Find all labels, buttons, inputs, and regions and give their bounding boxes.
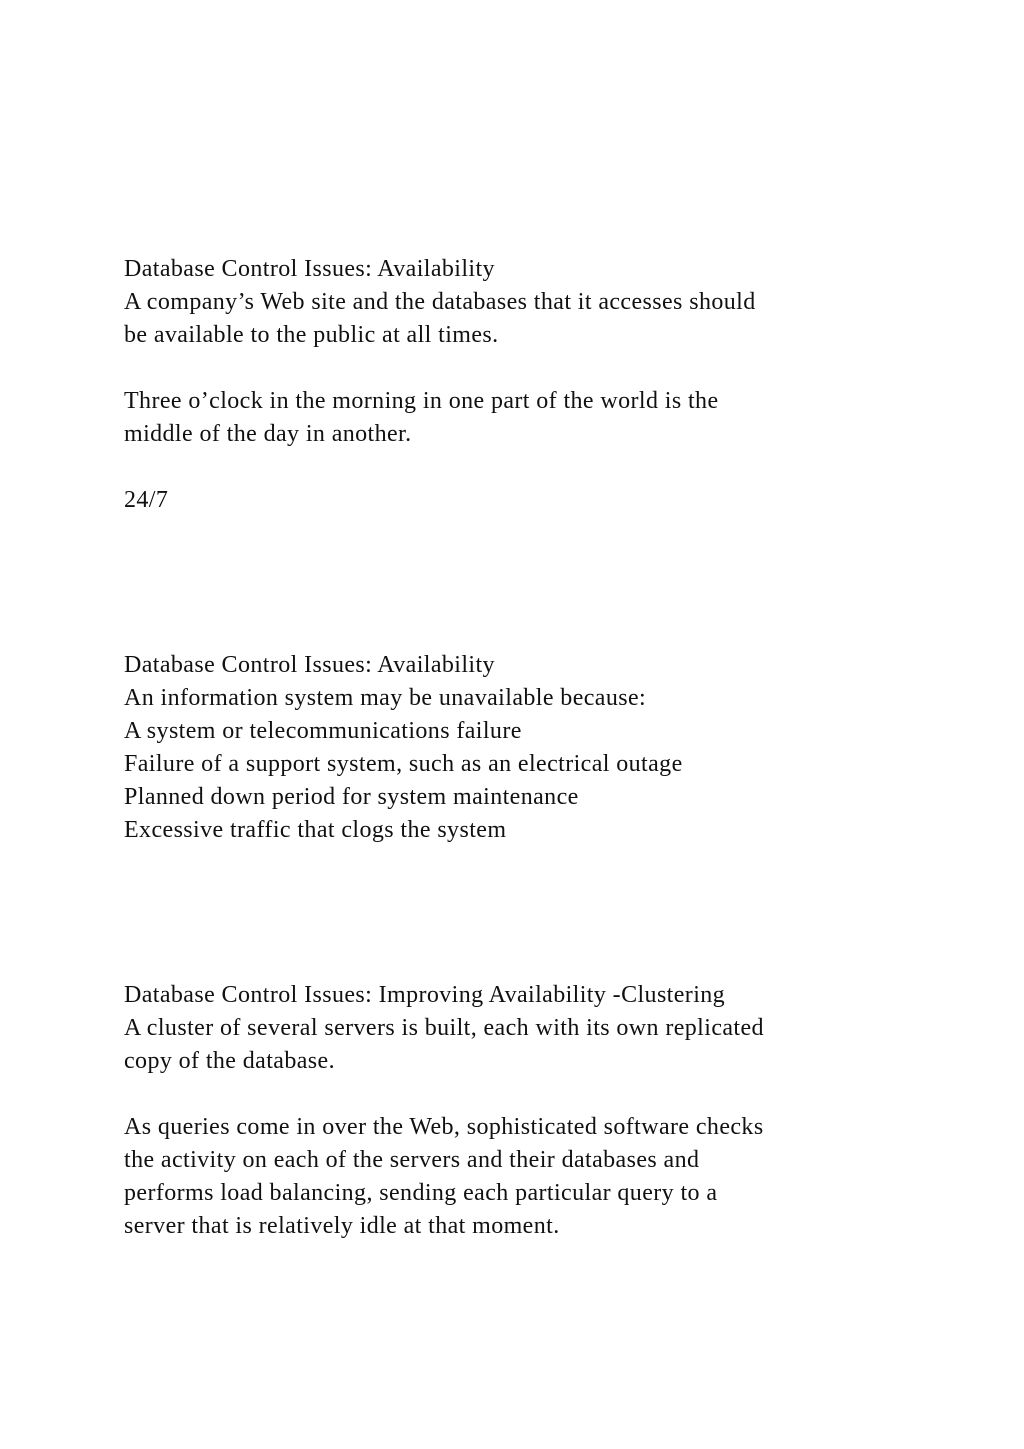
section-clustering <box>124 979 924 1243</box>
section-heading: Database Control Issues: Improving Availability -Clustering <box>124 982 726 1008</box>
body-line: A company’s Web site and the databases that it accesses should <box>124 289 756 315</box>
body-line: server that is relatively idle at that moment. <box>124 1213 560 1239</box>
section-availability <box>124 253 924 517</box>
section-availability-causes <box>124 649 924 847</box>
list-item: Excessive traffic that clogs the system <box>124 817 507 843</box>
list-item: Planned down period for system maintenance <box>124 784 579 810</box>
body-line: An information system may be unavailable because: <box>124 685 647 711</box>
document-body <box>124 253 924 1243</box>
body-line: A cluster of several servers is built, each with its own replicated <box>124 1015 764 1041</box>
list-item: A system or telecommunications failure <box>124 718 522 744</box>
body-line: As queries come in over the Web, sophisticated software checks <box>124 1114 764 1140</box>
body-line: be available to the public at all times. <box>124 322 499 348</box>
blank-line <box>124 352 924 385</box>
section-heading: Database Control Issues: Availability <box>124 652 495 678</box>
blank-line <box>124 451 924 484</box>
list-item: Failure of a support system, such as an electrical outage <box>124 751 683 777</box>
body-line: 24/7 <box>124 487 169 513</box>
body-line: copy of the database. <box>124 1048 335 1074</box>
blank-line <box>124 1078 924 1111</box>
body-line: Three o’clock in the morning in one part of the world is the <box>124 388 719 414</box>
section-heading: Database Control Issues: Availability <box>124 256 495 282</box>
body-line: performs load balancing, sending each particular query to a <box>124 1180 718 1206</box>
body-line: middle of the day in another. <box>124 421 412 447</box>
body-line: the activity on each of the servers and their databases and <box>124 1147 700 1173</box>
